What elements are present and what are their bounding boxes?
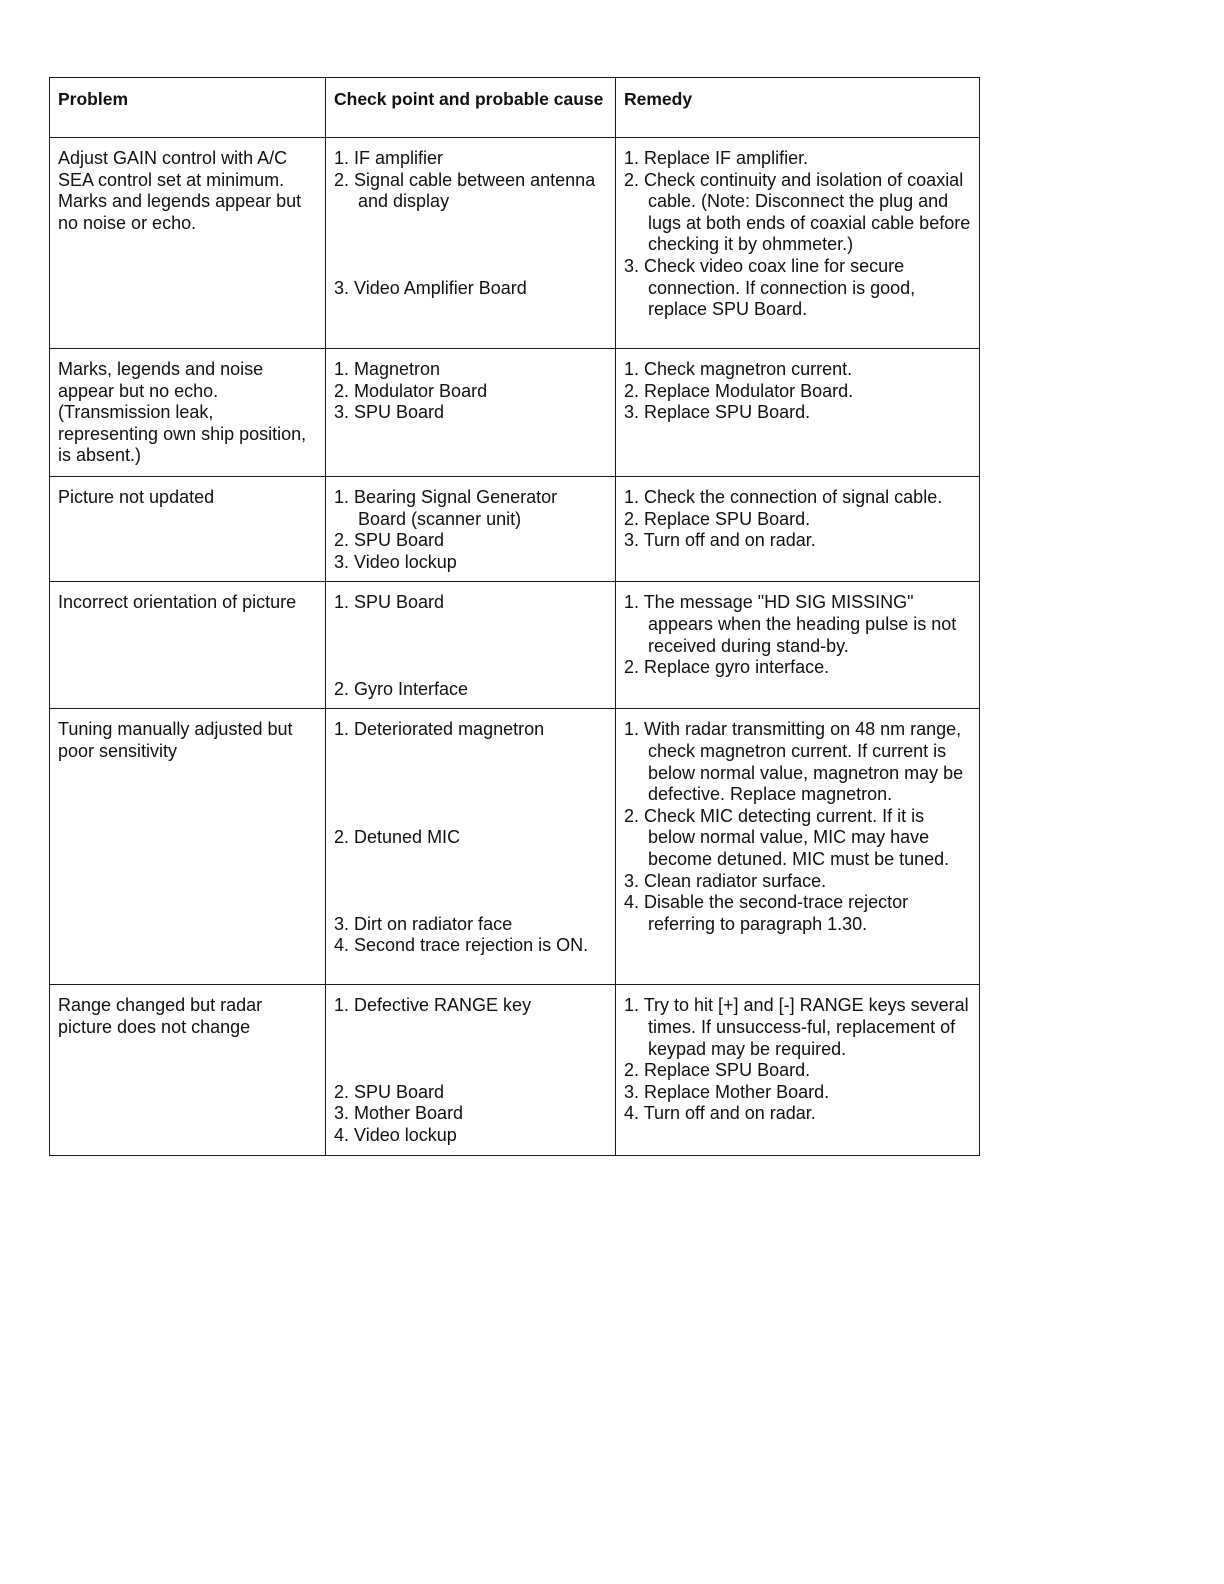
check-item: 3. SPU Board — [334, 402, 445, 423]
check-item: 3. Dirt on radiator face — [334, 913, 513, 934]
remedy-item: 1. Try to hit [+] and [-] RANGE keys several times. If unsuccess-ful, replacement of keypad may be required. — [624, 995, 969, 1059]
remedy-item: 1. The message "HD SIG MISSING" appears when the heading pulse is not received during stand-by. — [624, 592, 957, 656]
check-item: 1. Defective RANGE key — [334, 995, 532, 1016]
header-check: Check point and probable cause — [326, 78, 616, 138]
remedy-item: 1. With radar transmitting on 48 nm range, check magnetron current. If current is below normal value, magnetron may be defective. Replace magnetron. — [624, 719, 964, 805]
remedy-item: 3. Replace SPU Board. — [624, 402, 811, 423]
remedy-item: 2. Replace Modulator Board. — [624, 380, 854, 401]
check-item: 1. Magnetron — [334, 359, 441, 379]
check-item: 2. SPU Board — [334, 1081, 445, 1102]
problem-cell: Incorrect orientation of picture — [50, 582, 326, 709]
remedy-item: 3. Turn off and on radar. — [624, 530, 816, 551]
table-row — [50, 349, 980, 477]
table-header-row — [50, 78, 980, 138]
remedy-cell — [616, 582, 980, 709]
remedy-item: 3. Check video coax line for secure connection. If connection is good, replace SPU Board. — [624, 255, 916, 320]
check-item: 1. Bearing Signal Generator Board (scanner unit) — [334, 487, 558, 529]
remedy-cell — [616, 138, 980, 349]
header-remedy: Remedy — [616, 78, 980, 138]
remedy-item: 2. Check MIC detecting current. If it is below normal value, MIC may have become detuned. MIC must be tuned. — [624, 805, 950, 869]
remedy-cell — [616, 709, 980, 985]
check-item: 3. Mother Board — [334, 1103, 464, 1124]
remedy-item: 3. Clean radiator surface. — [624, 870, 827, 891]
problem-cell: Adjust GAIN control with A/C SEA control set at minimum. Marks and legends appear but no noise or echo. — [50, 138, 326, 349]
troubleshooting-table — [49, 77, 980, 1156]
remedy-item: 1. Check the connection of signal cable. — [624, 487, 943, 507]
remedy-item: 2. Replace gyro interface. — [624, 657, 830, 678]
check-item: 4. Second trace rejection is ON. — [334, 935, 589, 956]
check-item: 2. Gyro Interface — [334, 678, 469, 699]
check-cell — [326, 477, 616, 582]
table-row — [50, 477, 980, 582]
check-cell — [326, 709, 616, 985]
check-item: 1. IF amplifier — [334, 148, 444, 168]
check-item: 4. Video lockup — [334, 1124, 457, 1145]
problem-cell: Marks, legends and noise appear but no echo. (Transmission leak, representing own ship position, is absent.) — [50, 349, 326, 477]
remedy-cell — [616, 349, 980, 477]
problem-cell: Range changed but radar picture does not change — [50, 985, 326, 1155]
check-item: 3. Video lockup — [334, 551, 457, 572]
remedy-item: 2. Replace SPU Board. — [624, 1060, 811, 1081]
table-row — [50, 582, 980, 709]
remedy-item: 1. Check magnetron current. — [624, 359, 853, 379]
check-item: 2. SPU Board — [334, 530, 445, 551]
remedy-item: 2. Replace SPU Board. — [624, 508, 811, 529]
table-row — [50, 138, 980, 349]
remedy-item: 1. Replace IF amplifier. — [624, 148, 809, 168]
check-cell — [326, 582, 616, 709]
table-row — [50, 985, 980, 1155]
table-row — [50, 709, 980, 985]
remedy-item: 3. Replace Mother Board. — [624, 1081, 830, 1102]
remedy-item: 4. Disable the second-trace rejector referring to paragraph 1.30. — [624, 892, 909, 934]
header-problem: Problem — [50, 78, 326, 138]
check-item: 1. Deteriorated magnetron — [334, 719, 545, 740]
remedy-item: 2. Check continuity and isolation of coaxial cable. (Note: Disconnect the plug and lugs at both ends of coaxial cable before checking it by ohmmeter.) — [624, 169, 971, 255]
problem-cell: Tuning manually adjusted but poor sensitivity — [50, 709, 326, 985]
check-item: 2. Detuned MIC — [334, 827, 461, 848]
remedy-item: 4. Turn off and on radar. — [624, 1103, 816, 1124]
check-cell — [326, 349, 616, 477]
check-item: 2. Modulator Board — [334, 380, 488, 401]
remedy-cell — [616, 985, 980, 1155]
check-item: 2. Signal cable between antenna and display — [334, 169, 596, 212]
check-cell — [326, 985, 616, 1155]
remedy-cell — [616, 477, 980, 582]
check-item: 3. Video Amplifier Board — [334, 277, 527, 298]
problem-cell: Picture not updated — [50, 477, 326, 582]
check-item: 1. SPU Board — [334, 592, 445, 613]
check-cell — [326, 138, 616, 349]
